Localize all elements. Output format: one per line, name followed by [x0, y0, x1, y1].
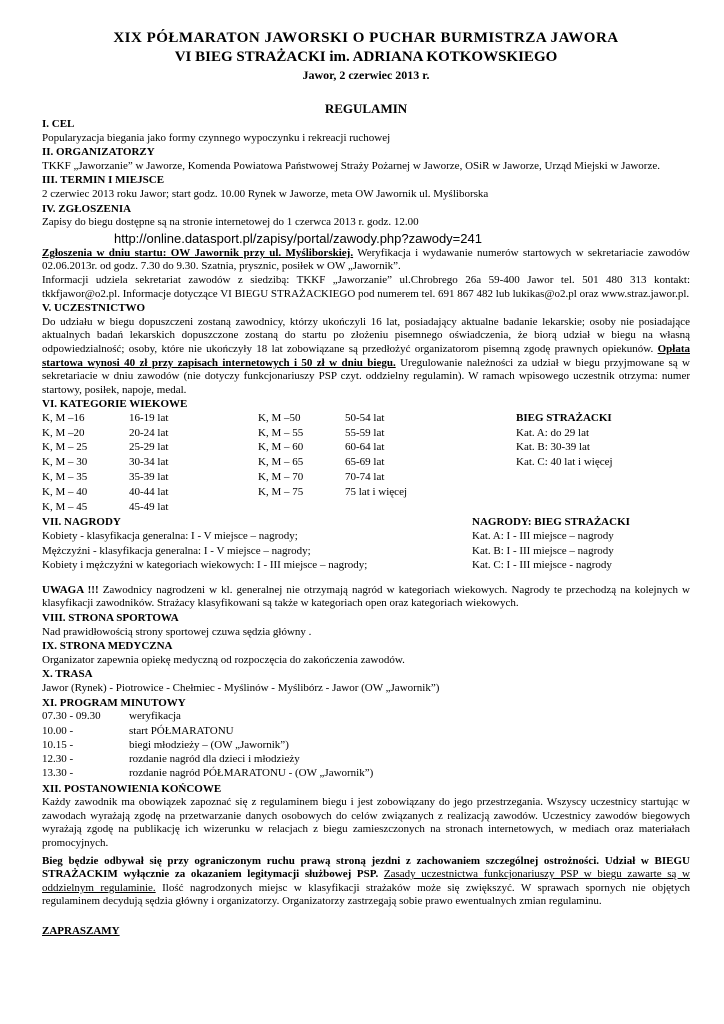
schedule-time: 07.30 - 09.30 [42, 710, 101, 723]
final-provisions-text: Każdy zawodnik ma obowiązek zapoznać się z regulaminem biegu i jest zobowiązany do jego przestrzegania. Wszyscy uczestnicy startując w zawodach wyrażają zgodę na przetwarzanie danych osobowych do celów związanych z realizacją zawodów. Uczestnicy zawodów biegowych wyrażają zgodę na publikację ich wizerunku w relacjach z biegu zamieszczonych na stronach internetowych, w mediach oraz materiałach promocyjnych. [42, 796, 690, 850]
participation-payment-text: Uregulowanie należności za udział w biegu przyjmowane są w sekretariacie w dniu zawodów (nie dotyczy funkcjonariuszy PSP czyt. oddzielny regulamin). W ramach wpisowego uczestnik otrzyma: numer startowy, posiłek, napoje, medal. [42, 356, 690, 396]
schedule-time: 13.30 - [42, 767, 74, 780]
section-text-date-place: 2 czerwiec 2013 roku Jawor; start godz. 10.00 Rynek w Jaworze, meta OW Jawornik ul. Myśliborska [42, 187, 489, 200]
registration-on-site-text [42, 247, 690, 274]
schedule-description: rozdanie nagród PÓŁMARATONU - (OW „Jawornik”) [129, 767, 374, 780]
event-title: XIX PÓŁMARATON JAWORSKI O PUCHAR BURMISTRZA JAWORA [113, 30, 619, 46]
schedule-time: 12.30 - [42, 753, 74, 766]
participation-rules: Do udziału w biegu dopuszczeni zostaną zawodnicy, którzy ukończyli 16 lat, posiadający aktualne badanie lekarskie; osoby nie posiadające aktualnych badań lekarskich dopuszczone zostaną do startu po złożeniu pisemnego oświadczenia, że biorą udział w biegu na własną odpowiedzialność; osoby, które nie ukończyły 18 lat zobowiązane są przedłożyć organizatorom pisemną zgodę prawnych opiekunów. [42, 315, 690, 355]
schedule-row [42, 725, 690, 739]
category-age: 20-24 lat [129, 426, 169, 439]
general-prizes [42, 516, 367, 574]
registration-online-text: Zapisy do biegu dostępne są na stronie internetowej do 1 czerwca 2013 r. godz. 12.00 [42, 216, 419, 229]
prize-line: Kobiety - klasyfikacja generalna: I - V miejsce – nagrody; [42, 530, 298, 543]
schedule-description: weryfikacja [129, 710, 181, 723]
prize-line: Mężczyźni - klasyfikacja generalna: I - V miejsce – nagrody; [42, 544, 311, 557]
firefighter-category: Kat. C: 40 lat i więcej [516, 456, 613, 469]
category-ages-column-2 [345, 412, 407, 501]
section-text-sport: Nad prawidłowością strony sportowej czuwa sędzia główny . [42, 625, 312, 638]
category-code: K, M – 70 [258, 471, 304, 484]
section-text-goal: Popularyzacja biegania jako formy czynnego wypoczynku i rekreacji ruchowej [42, 131, 391, 144]
section-heading-participation: V. UCZESTNICTWO [42, 302, 146, 315]
firefighter-category: Kat. B: 30-39 lat [516, 441, 590, 454]
category-code: K, M –20 [42, 426, 85, 439]
section-heading-schedule: XI. PROGRAM MINUTOWY [42, 696, 186, 709]
prize-line: Kobiety i mężczyźni w kategoriach wiekowych: I - III miejsce – nagrody; [42, 559, 368, 572]
category-code: K, M – 45 [42, 500, 88, 513]
note-text: Zawodnicy nagrodzeni w kl. generalnej nie otrzymają nagród w kategoriach wiekowych. Nagrody te przechodzą na kolejnych w klasyfikacji zawodników. Strażacy klasyfikowani są także w kategoriach open oraz kategoriach wiekowych. [42, 583, 690, 610]
section-heading-medical: IX. STRONA MEDYCZNA [42, 640, 173, 653]
category-age: 35-39 lat [129, 471, 169, 484]
section-heading-organizers: II. ORGANIZATORZY [42, 146, 155, 159]
category-ages-column-1 [129, 412, 168, 516]
schedule-row [42, 710, 690, 724]
category-code: K, M – 25 [42, 441, 88, 454]
event-subtitle: VI BIEG STRAŻACKI im. ADRIANA KOTKOWSKIEGO [174, 49, 558, 65]
category-age: 65-69 lat [345, 456, 385, 469]
section-heading-registration: IV. ZGŁOSZENIA [42, 202, 132, 215]
contact-info-text: Informacji udziela sekretariat zawodów z siedzibą: TKKF „Jaworzanie” ul.Chrobrego 26a 59-400 Jawor tel. 501 480 313 kontakt: tkkfjawor@o2.pl. Informacje dotyczące VI BIEGU STRAŻACKIEGO pod numerem tel. 691 867 482 lub lukikas@o2.pl oraz www.straz.jawor.pl. [42, 273, 690, 300]
category-codes-column-1 [42, 412, 87, 516]
schedule-row [42, 739, 690, 753]
category-code: K, M – 30 [42, 456, 88, 469]
category-code: K, M – 75 [258, 485, 304, 498]
category-code: K, M – 60 [258, 441, 304, 454]
section-text-organizers: TKKF „Jaworzanie” w Jaworze, Komenda Powiatowa Państwowej Straży Pożarnej w Jaworze, OSiR w Jaworze, Urząd Miejski w Jaworze. [42, 159, 660, 172]
schedule-description: rozdanie nagród dla dzieci i młodzieży [129, 753, 300, 766]
firefighter-prize-line: Kat. B: I - III miejsce – nagrody [472, 544, 614, 557]
final-provisions-rest: Ilość nagrodzonych miejsc w klasyfikacji strażaków może się zwiększyć. W sprawach spornych nie objętych regulaminem decydują sędzia główny i organizatorzy. Organizatorzy zastrzegają sobie prawo ewentualnych zmian regulaminu. [42, 881, 690, 908]
schedule-time: 10.15 - [42, 738, 74, 751]
closing-invitation: ZAPRASZAMY [42, 925, 120, 938]
firefighter-prizes-heading: NAGRODY: BIEG STRAŻACKI [472, 515, 630, 528]
category-age: 60-64 lat [345, 441, 385, 454]
category-age: 75 lat i więcej [345, 485, 408, 498]
schedule-description: biegi młodzieży – (OW „Jawornik”) [129, 738, 289, 751]
section-heading-route: X. TRASA [42, 668, 93, 681]
schedule-list [42, 710, 690, 781]
firefighter-rules-underline: Zasady uczestnictwa funkcjonariuszy PSP w biegu zawarte są w oddzielnym regulaminie. [42, 868, 691, 894]
section-heading-final: XII. POSTANOWIENIA KOŃCOWE [42, 782, 222, 795]
final-provisions-rules [42, 855, 690, 909]
regulations-document [42, 28, 690, 939]
category-code: K, M – 55 [258, 426, 304, 439]
firefighter-category: Kat. A: do 29 lat [516, 426, 590, 439]
firefighter-prize-line: Kat. A: I - III miejsce – nagrody [472, 530, 614, 543]
schedule-row [42, 753, 690, 767]
category-code: K, M –16 [42, 411, 85, 424]
document-title: REGULAMIN [324, 101, 408, 116]
category-age: 16-19 lat [129, 411, 169, 424]
section-heading-sport: VIII. STRONA SPORTOWA [42, 612, 179, 625]
section-heading-goal: I. CEL [42, 118, 75, 130]
entry-fee-text: Opłata startowa wynosi 40 zł przy zapisach internetowych i 50 zł w dniu biegu. [42, 342, 690, 369]
schedule-description: start PÓŁMARATONU [129, 724, 234, 737]
prizes-note [42, 584, 690, 611]
prizes-section [42, 516, 690, 574]
section-text-medical: Organizator zapewnia opiekę medyczną od rozpoczęcia do zakończenia zawodów. [42, 653, 405, 666]
on-site-registration-bold: Zgłoszenia w dniu startu: OW Jawornik przy ul. Myśliborskiej. [42, 246, 354, 259]
category-age: 40-44 lat [129, 485, 169, 498]
category-code: K, M –50 [258, 411, 301, 424]
schedule-time: 10.00 - [42, 724, 74, 737]
category-age: 30-34 lat [129, 456, 169, 469]
section-text-route: Jawor (Rynek) - Piotrowice - Chełmiec - Myślinów - Myślibórz - Jawor (OW „Jawornik”) [42, 682, 440, 695]
section-heading-date-place: III. TERMIN I MIEJSCE [42, 174, 165, 187]
category-age: 50-54 lat [345, 411, 385, 424]
section-heading-age-categories: VI. KATEGORIE WIEKOWE [42, 398, 188, 411]
category-age: 55-59 lat [345, 426, 385, 439]
firefighter-categories [516, 412, 613, 471]
category-age: 70-74 lat [345, 471, 385, 484]
note-label: UWAGA !!! [42, 583, 99, 596]
participation-text [42, 316, 690, 398]
firefighter-prizes [472, 516, 630, 574]
category-code: K, M – 65 [258, 456, 304, 469]
on-site-registration-details: Weryfikacja i wydawanie numerów startowych w sekretariacie zawodów 02.06.2013r. od godz. 7.30 do 9.30. Szatnia, prysznic, posiłek w OW „Jawornik”. [42, 246, 690, 273]
schedule-row [42, 767, 690, 781]
event-date: Jawor, 2 czerwiec 2013 r. [302, 68, 430, 82]
age-categories-table [42, 412, 690, 516]
category-age: 45-49 lat [129, 500, 169, 513]
section-heading-prizes: VII. NAGRODY [42, 515, 121, 528]
category-code: K, M – 35 [42, 471, 88, 484]
registration-link[interactable]: http://online.datasport.pl/zapisy/portal/zawody.php?zawody=241 [114, 230, 482, 246]
firefighter-prize-line: Kat. C: I - III miejsce - nagrody [472, 559, 612, 572]
traffic-rules-bold: Bieg będzie odbywał się przy ograniczonym ruchu prawą stroną jezdni z zachowaniem szczególnej ostrożności. Udział w BIEGU STRAŻACKIM wyłącznie za okazaniem legitymacji służbowej PSP. [42, 854, 690, 881]
category-codes-column-2 [258, 412, 303, 501]
category-age: 25-29 lat [129, 441, 169, 454]
firefighter-run-heading: BIEG STRAŻACKI [516, 411, 612, 424]
category-code: K, M – 40 [42, 485, 88, 498]
